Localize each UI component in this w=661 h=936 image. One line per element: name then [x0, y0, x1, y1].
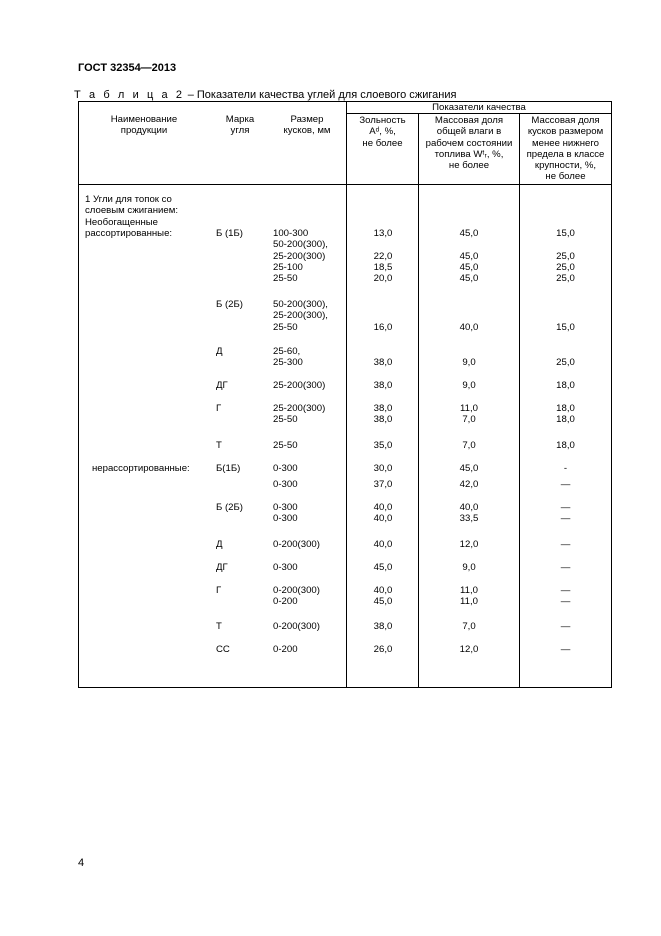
row-ash: 37,0 — [373, 479, 393, 490]
row-coal-grade: ДГ — [216, 562, 228, 573]
row-product-name: 1 Угли для топок со слоевым сжиганием: Необогащенные рассортированные: — [85, 194, 178, 239]
row-fines: — — [560, 621, 571, 632]
row-coal-grade: Б (1Б) — [216, 228, 243, 239]
row-piece-size: 0-200(300) 0-200 — [273, 585, 320, 608]
header-quality-group: Показатели качества — [432, 102, 526, 113]
row-ash: 38,0 — [373, 357, 393, 369]
row-fines: 15,0 25,0 25,0 25,0 — [556, 228, 575, 285]
row-coal-grade: Т — [216, 621, 222, 632]
row-piece-size: 0-200 — [273, 644, 298, 655]
row-ash: 13,0 22,0 18,5 20,0 — [373, 228, 393, 285]
row-piece-size: 0-300 — [273, 479, 298, 490]
row-fines: 15,0 — [556, 321, 575, 333]
row-fines: — — — [560, 585, 571, 608]
header-fines: Массовая доля кусков размером менее нижнего предела в классе крупности, %, не более — [526, 115, 605, 183]
row-ash: 40,0 — [373, 539, 393, 550]
row-moisture: 40,0 33,5 — [459, 502, 479, 525]
row-moisture: 7,0 — [462, 621, 476, 632]
row-fines: - — [563, 463, 568, 474]
row-moisture: 9,0 — [462, 357, 476, 369]
row-piece-size: 0-300 — [273, 562, 298, 573]
row-ash: 38,0 38,0 — [373, 403, 393, 426]
row-piece-size: 0-300 0-300 — [273, 502, 298, 525]
row-piece-size: 25-50 — [273, 440, 298, 451]
row-coal-grade: Б (2Б) — [216, 299, 243, 310]
row-moisture: 11,0 7,0 — [460, 403, 478, 426]
header-piece-size: Размер кусков, мм — [283, 114, 331, 137]
row-ash: 38,0 — [373, 621, 393, 632]
row-coal-grade: Д — [216, 539, 223, 550]
row-moisture: 9,0 — [462, 380, 476, 391]
document-header: ГОСТ 32354—2013 — [78, 62, 177, 74]
row-coal-grade: Т — [216, 440, 222, 451]
row-piece-size: 0-300 — [273, 463, 298, 474]
row-coal-grade: Б(1Б) — [216, 463, 241, 474]
row-fines: 25,0 — [556, 357, 575, 369]
row-moisture: 7,0 — [462, 440, 476, 451]
page-number: 4 — [78, 857, 85, 869]
row-moisture: 45,0 — [459, 463, 479, 474]
row-fines: 18,0 — [556, 380, 575, 391]
row-moisture: 12,0 — [459, 539, 479, 550]
row-piece-size: 50-200(300), 25-200(300), 25-50 — [273, 299, 328, 333]
row-ash: 40,0 45,0 — [373, 585, 393, 608]
row-fines: — — [560, 479, 571, 490]
row-ash: 45,0 — [373, 562, 393, 573]
row-product-name: нерассортированные: — [92, 463, 190, 474]
row-moisture: 9,0 — [462, 562, 476, 573]
row-fines: — — — [560, 502, 571, 525]
row-fines: 18,0 — [556, 440, 575, 451]
row-moisture: 42,0 — [459, 479, 479, 490]
row-piece-size: 0-200(300) — [273, 539, 320, 550]
row-ash: 16,0 — [373, 321, 393, 333]
row-piece-size: 0-200(300) — [273, 621, 320, 632]
row-ash: 26,0 — [373, 644, 393, 655]
row-coal-grade: ДГ — [216, 380, 228, 391]
header-ash-content: Зольность Aᵈ, %, не более — [359, 115, 406, 149]
table-caption-text: – Показатели качества углей для слоевого сжигания — [184, 89, 457, 101]
header-moisture: Массовая доля общей влаги в рабочем состоянии топлива Wᵗᵣ, %, не более — [425, 115, 513, 172]
row-fines: — — [560, 562, 571, 573]
header-coal-grade: Марка угля — [225, 114, 255, 137]
row-moisture: 12,0 — [459, 644, 479, 655]
row-piece-size: 100-300 50-200(300), 25-200(300) 25-100 25-50 — [273, 228, 328, 285]
row-coal-grade: Г — [216, 585, 222, 596]
table-caption-prefix: Т а б л и ц а 2 — [74, 89, 185, 101]
row-fines: — — [560, 644, 571, 655]
row-moisture: 45,0 45,0 45,0 45,0 — [459, 228, 479, 285]
row-moisture: 40,0 — [459, 321, 479, 333]
row-coal-grade: СС — [216, 644, 230, 655]
row-ash: 38,0 — [373, 380, 393, 391]
row-coal-grade: Г — [216, 403, 222, 414]
row-coal-grade: Д — [216, 346, 223, 357]
row-coal-grade: Б (2Б) — [216, 502, 243, 513]
row-fines: 18,0 18,0 — [556, 403, 575, 426]
row-ash: 40,0 40,0 — [373, 502, 393, 525]
row-ash: 35,0 — [373, 440, 393, 451]
row-moisture: 11,0 11,0 — [460, 585, 478, 608]
row-fines: — — [560, 539, 571, 550]
row-piece-size: 25-200(300) 25-50 — [273, 403, 326, 426]
row-piece-size: 25-200(300) — [273, 380, 326, 391]
row-ash: 30,0 — [373, 463, 393, 474]
row-piece-size: 25-60, 25-300 — [273, 346, 303, 369]
header-product-name: Наименование продукции — [110, 114, 178, 137]
